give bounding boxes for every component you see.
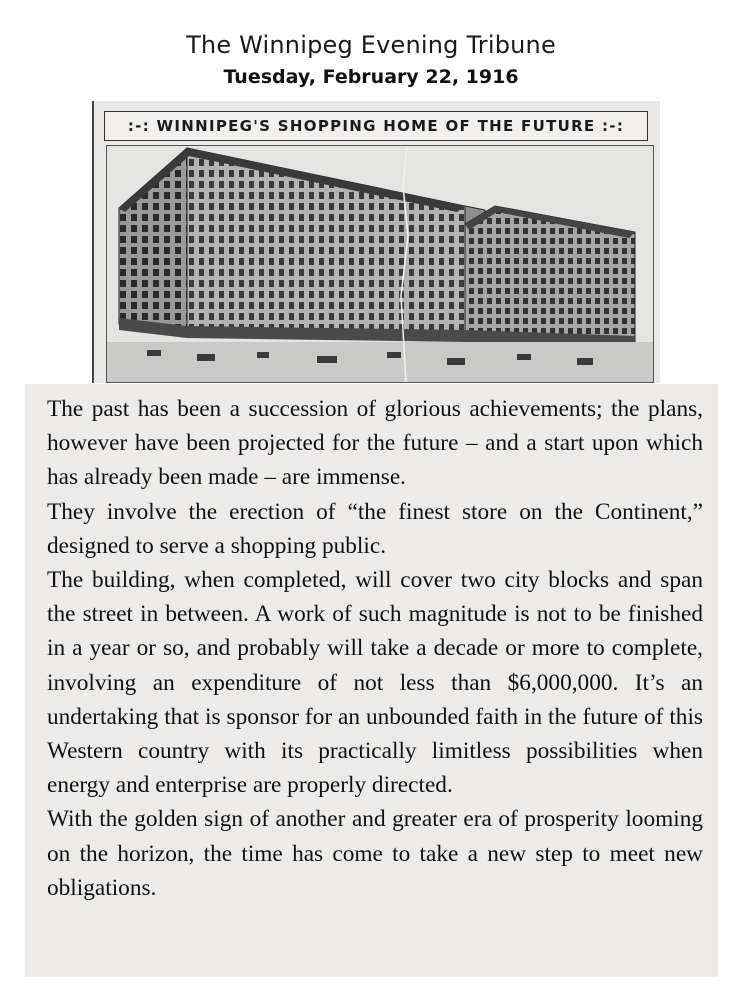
article-paragraph: They involve the erection of “the finest store on the Continent,” designed to serve a shopping public. — [47, 498, 703, 559]
article-paragraph: The past has been a succession of glorious achievements; the plans, however have been projected for the future – and a start upon which has already been made – are immense. — [47, 396, 703, 491]
publication-date: Tuesday, February 22, 1916 — [223, 66, 519, 88]
article-panel — [25, 384, 718, 977]
newspaper-clipping — [92, 101, 660, 383]
article-paragraph: With the golden sign of another and greater era of prosperity looming on the horizon, the time has come to take a new step to meet new obligations. — [47, 806, 703, 901]
masthead — [0, 28, 742, 90]
clipping-headline: :-: WINNIPEG'S SHOPPING HOME OF THE FUTURE :-: — [104, 111, 648, 141]
article-body — [47, 392, 703, 905]
article-paragraph: The building, when completed, will cover two city blocks and span the street in between. A work of such magnitude is not to be finished in a year or so, and probably will take a decade or more to complete, involving an expenditure of not less than $6,000,000. It’s an undertaking that is sponsor for an unbounded faith in the future of this Western country with its practically limitless possibilities when energy and enterprise are properly directed. — [47, 567, 703, 799]
building-illustration — [106, 145, 654, 383]
newspaper-name: The Winnipeg Evening Tribune — [186, 31, 556, 59]
